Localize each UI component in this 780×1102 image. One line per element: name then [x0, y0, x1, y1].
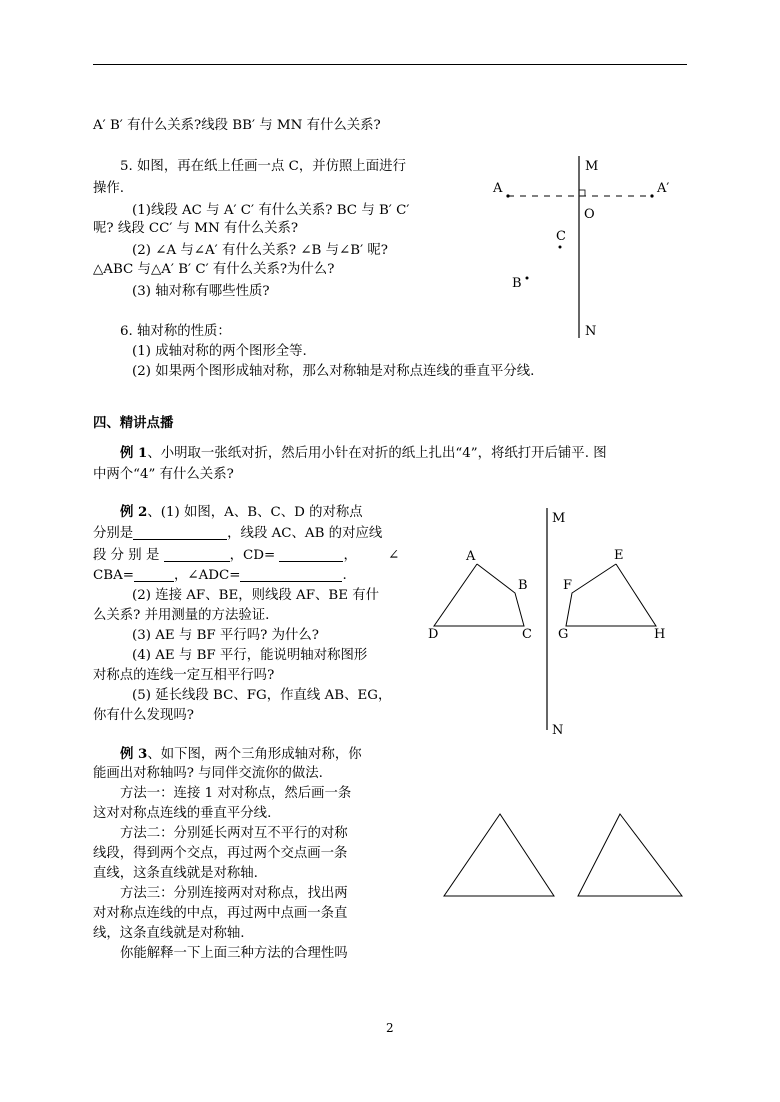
example3-line11: 你能解释一下上面三种方法的合理性吗: [120, 946, 348, 961]
example2-line3: [93, 546, 357, 566]
example1-text: 、小明取一张纸对折，然后用小针在对折的纸上扎出“4”，将纸打开后铺平. 图: [147, 446, 607, 461]
page-number: 2: [386, 1021, 394, 1035]
sec6-line3: (2) 如果两个图形成轴对称，那么对称轴是对称点连线的垂直平分线.: [132, 364, 535, 379]
example3-line1: [120, 744, 362, 765]
example2-line4: [93, 566, 347, 586]
label-a-prime: A′: [657, 181, 670, 196]
header-rule: [93, 64, 687, 65]
example3-line8: 方法三：分别连接两对对称点，找出两: [120, 886, 348, 901]
example3-text: 、如下图，两个三角形成轴对称，你: [147, 747, 362, 762]
label-d: D: [428, 627, 439, 642]
example3-line2: 能画出对称轴吗? 与同伴交流你的做法.: [93, 766, 323, 781]
ex2-text-h: .: [342, 568, 347, 583]
sec5-line7: (3) 轴对称有哪些性质?: [132, 284, 270, 299]
label-h: H: [654, 627, 666, 642]
example2-line5: (2) 连接 AF、BE，则线段 AF、BE 有什: [132, 588, 380, 603]
label-c: C: [556, 229, 566, 244]
sec5-line5: (2) ∠A 与∠A′ 有什么关系? ∠B 与∠B′ 呢?: [132, 243, 388, 258]
example3-line5: 方法二：分别延长两对互不平行的对称: [120, 826, 348, 841]
example2-angle-sign: ∠: [388, 548, 400, 563]
ex2-text-a: 分别是: [93, 526, 134, 541]
example3-line10: 线，这条直线就是对称轴.: [93, 926, 245, 941]
intro-line: A′ B′ 有什么关系?线段 BB′ 与 MN 有什么关系?: [93, 118, 381, 133]
example2-line2: [93, 524, 382, 544]
example3-line9: 对对称点连线的中点，再过两中点画一条直: [93, 906, 348, 921]
label-c: C: [522, 627, 532, 642]
section-heading: 四、精讲点播: [93, 415, 174, 431]
example3-line7: 直线，这条直线就是对称轴.: [93, 866, 258, 881]
example2-line10: (5) 延长线段 BC、FG，作直线 AB、EG，: [132, 688, 392, 703]
sec5-line3: (1)线段 AC 与 A′ C′ 有什么关系? BC 与 B′ C′: [132, 203, 410, 218]
ex2-text-g: ，∠ADC=: [173, 568, 241, 583]
label-a: A: [493, 181, 503, 196]
sec5-line4: 呢? 线段 CC′ 与 MN 有什么关系?: [93, 221, 299, 236]
answer-blank[interactable]: [164, 547, 230, 562]
ex2-text-e: ，: [343, 548, 357, 563]
point-b: [526, 277, 529, 280]
example3-line3: 方法一：连接 1 对对称点，然后画一条: [120, 786, 352, 801]
label-n: N: [585, 324, 597, 339]
example2-text: 、(1) 如图，A、B、C、D 的对称点: [147, 505, 363, 520]
sec6-line2: (1) 成轴对称的两个图形全等.: [132, 344, 307, 359]
label-m: M: [585, 159, 599, 174]
label-b: B: [518, 578, 528, 593]
quadrilateral-abcd: [434, 564, 524, 626]
example1-line2: 中两个“4” 有什么关系?: [93, 467, 234, 482]
quadrilateral-efgh: [566, 564, 656, 626]
sec6-line1: 6. 轴对称的性质：: [120, 324, 231, 339]
sec5-line6: △ABC 与△A′ B′ C′ 有什么关系?为什么?: [93, 262, 335, 277]
right-angle-mark: [579, 190, 585, 196]
symmetry-figure-2: [420, 500, 690, 745]
point-a-prime: [650, 194, 653, 197]
answer-blank[interactable]: [133, 525, 227, 540]
answer-blank[interactable]: [240, 567, 342, 582]
triangle-right: [578, 814, 682, 896]
example1-label: 例 1: [120, 445, 148, 461]
label-b: B: [512, 276, 522, 291]
point-c: [559, 246, 562, 249]
label-o: O: [584, 207, 595, 222]
ex2-text-f: CBA=: [93, 568, 134, 583]
label-g: G: [558, 627, 569, 642]
example2-line11: 你有什么发现吗?: [93, 708, 194, 723]
label-n: N: [552, 723, 564, 738]
example2-line9: 对称点的连线一定互相平行吗?: [93, 668, 275, 683]
ex2-text-c: 段 分 别 是: [93, 548, 160, 563]
symmetry-figure-3: [440, 810, 690, 900]
example2-line6: 么关系? 并用测量的方法验证.: [93, 608, 270, 623]
example3-line6: 线段，得到两个交点，再过两个交点画一条: [93, 846, 348, 861]
example2-line8: (4) AE 与 BF 平行，能说明轴对称图形: [132, 648, 368, 663]
example3-label: 例 3: [120, 746, 148, 762]
label-f: F: [563, 578, 573, 593]
sec5-line1: 5. 如图，再在纸上任画一点 C，并仿照上面进行: [120, 159, 406, 174]
sec5-line2: 操作.: [93, 181, 125, 196]
example2-line1: [120, 502, 363, 523]
triangle-left: [444, 814, 554, 896]
example1-line1: [120, 443, 607, 464]
label-e: E: [614, 548, 624, 563]
answer-blank[interactable]: [134, 567, 174, 582]
example2-label: 例 2: [120, 504, 148, 520]
point-a: [506, 194, 509, 197]
ex2-text-b: ，线段 AC、AB 的对应线: [227, 526, 383, 541]
label-m: M: [552, 511, 566, 526]
example3-line4: 这对对称点连线的垂直平分线.: [93, 806, 272, 821]
label-a: A: [466, 549, 476, 564]
symmetry-figure-1: [490, 150, 690, 350]
ex2-text-d: ，CD=: [229, 548, 276, 563]
example2-line7: (3) AE 与 BF 平行吗? 为什么?: [132, 628, 319, 643]
answer-blank[interactable]: [279, 547, 343, 562]
